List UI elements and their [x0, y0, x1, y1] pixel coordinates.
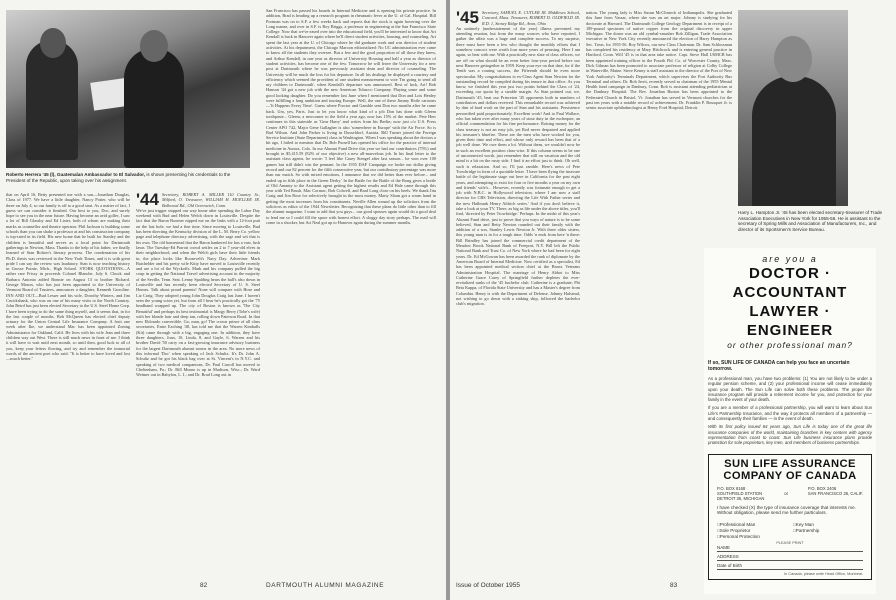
coverage-options — [711, 520, 869, 541]
address-line: P.O. BOX 2406 — [807, 485, 837, 491]
page-number: 83 — [670, 582, 678, 589]
hampton-photo — [738, 10, 848, 206]
address-line: P.O. BOX 8168 — [717, 485, 746, 491]
ad-lead: If so, SUN LIFE OF CANADA can help you face an uncertain tomorrow. — [708, 360, 850, 372]
field-label: ADDRESS — [717, 553, 739, 559]
photo-figure — [752, 76, 836, 206]
column-1 — [6, 192, 130, 578]
ad-body: With its first policy issued 84 years ago, Sun Life is today one of the great life insurance companies of the world, maintaining branches in key centers with agency representation from coast to coast. Sun Life business insurance plans provide protection for sole proprietors, key men, and members of business partnerships. — [708, 424, 872, 446]
photo-caption — [6, 172, 250, 183]
checkbox-key-man[interactable]: □ Key Man — [793, 522, 863, 527]
checkbox-professional-man[interactable]: □ Professional Man — [717, 522, 787, 527]
address-right — [808, 486, 863, 502]
column-2 — [136, 192, 260, 578]
caption-name: Roberto Herrera '45 (l), Guatemalan Ambassador to El Salvador, — [6, 172, 146, 177]
class-year-header: '45 — [456, 10, 479, 27]
secretary-info: Secretary, ROBERT A. MILLER 110 Country St., Milford, O. Treasurer, WILLIAM H. MUELLER JR. Ballwood Rd., Old Greenwich, Conn. — [161, 192, 260, 208]
photo-figure-head — [40, 28, 66, 58]
address-left — [717, 486, 764, 502]
ad-body: As a professional man, you have two problems: (1) You are not likely to be under a regular pension scheme, and (2) your professional income will cease immediately upon your death. The Sun Life can solve both these problems. The proper life insurance program will provide a retirement income for you, and protection for your family in the event of your death. — [708, 376, 872, 403]
page-number: 82 — [200, 582, 208, 589]
column-text: San Francisco has passed his boards in Internal Medicine and is opening his private practice. In addition, Brad is heading up a research program in rheumatic fever at the U. of Cal. Hospital. Bill Portman was on to S.F. a few weeks back and reports that the stock is again hovering over the Long manse, and over in S.F. is Roy Briggs, a professor in engineering at the San Francisco State College. Now that we've eased over into the educational field, you'll be interested to know that Art Kendall is back in Hanover again where he'll direct student activities, housing, and counseling. Art spent the last year at the U. of Chicago where he did graduate work and was director of student activities. At his department, the Chicago Maroon editorialized: No UC administration ever came to know all the students they oversee. But a few and the good proportion of all those they knew, and Arthur Kendall, in one year as director of University Housing and half a year as director of student activities, has become one of the few. Tomorrow he will leave the University for a new post at Dartmouth where he was previously assistant dean and director of counseling. The University will be much the loss for his departure. In all his dealings he displayed a courtesy and efficiency which seemed the provident of one student measurement to vote 'I'm going to send all my children to Dartmouth', when Kendall's departure was announced. Best of luck, Art! Bob Hanson '44 got a new job with the new American Tobacco Company. Playing some and some good looking daughter. Do you remember last June when I mentioned that Don and Lois Henley were fulfilling a long ambition and touring Europe. Well, the one of these Jimmy Hoile cartoons—'It Happens Every Time'. Guess where Proctor and Gamble sent Don two months after he came back. Um, yes, Paris. Just to let you know what kind of a job Don has done with Gleem toothpaste... Gleem, a newcomer to the field a year ago, now has 15% of the market. Pete Herr continues in this stateside as 'Gear Harry' and writes from his Berlin; now just c/o U.S. Press Center APO 742, Major Gene Gallagher is also 'somewhere in Europe' with the Air Force. So is Bud Wilson. And John Parker is living in Dusseldorf, Austria. Bill Turner joined the Foreign Service Institute (State Department) class in Washington. When I was speaking about the doctors a bit ago, I failed to mention that Dr. Bob Pursell has opened his office for the practice of internal medicine in Aurora, Colo. In our Alumni Fund Drive this year we had our contributors (75%) and brought in $5,415.59 (82% of our objective) a new all-marvelous job. In his final letter to the assistant class agents, he wrote: 'I feel like Casey Stengel after last season... he won over 100 games but still didn't win the pennant. In the 1955 DAF Campaign we broke our dollar giving record and our 82 percent for the fifth consecutive year, but our contributory percentage was more than our match. So with mixed emotions, I announce that we did better than ever before... and ended up in fifth place in the Green Derby.' In the Battle for the Battle of the Bong gives a bottle of Old Amanty to the Assistant agent getting the highest results and Ed Hale came through this year with Ted Brush, Mac Cormac, Bob Colwell, and Brad Long close on his heels. We thank Jim Craig and Jim Rose for selectively brought in the most money. Marty Sloan got a warm hand in getting the most increases from his constituents. Neville Allen wound up the solicitors from the solicitors as editor of the 1944 Newsletter. Recognizing that these plans do little other than to fill the alumni magazine, I want to add that you guys... our good spouses again would do a good deal to lend me so I could fill the space with honest effort. A sloggy day story perhaps. The mail will come in a shocker, but Art Neal got up to Hanover again during the summer months. — [266, 8, 436, 225]
column-3 — [266, 8, 436, 578]
canada-note: In Canada, please write Head Office, Montreal. — [784, 571, 863, 576]
ambassador-photo — [6, 10, 250, 168]
address-or: or — [784, 490, 788, 496]
address-field[interactable] — [717, 554, 863, 561]
checkbox-sole-proprietor[interactable]: □ Sole Proprietor — [717, 528, 787, 533]
checkbox-personal-protection[interactable]: □ Personal Protection — [717, 534, 787, 539]
company-addresses — [711, 482, 869, 502]
ad-headline-bottom: or other professional man? — [727, 340, 853, 350]
photo-caption: Harry L. Hampton Jr. '45 has been elected secretary-treasurer of Trade Association Executives in New York for 1955-56. He is assistant to the secretary of Spring Mills and Association of Manufacturers, Inc., and director of its Sportsmen's Service Bureau. — [738, 210, 883, 232]
photo-figure-head — [140, 30, 168, 62]
checkbox-partnership[interactable]: □ Partnership — [793, 528, 863, 533]
magazine-title: DARTMOUTH ALUMNI MAGAZINE — [266, 582, 385, 589]
class-year-header: '44 — [136, 192, 159, 209]
column-1 — [456, 10, 580, 580]
field-label: NAME — [717, 544, 731, 550]
photo-figure — [124, 48, 184, 168]
secretary-info: Secretary, SAMUEL E. CUTLER JR. Middlesex School, Concord, Mass. Treasurer, ROBERT D. OLDFIELD JR. R.D. 1, Stoney Ridge Rd., Avon, Ohio — [481, 10, 580, 26]
ad-body: If you are a member of a professional partnership, you will want to learn about Sun Life's Partnership Insurance, and the way it protects all members of a partnership — and consequently their families — in the event of death. — [708, 405, 872, 422]
left-page — [0, 0, 446, 600]
ad-headline-top: are you a — [762, 254, 818, 264]
ad-professions-line-1: DOCTOR · ACCOUNTANT — [732, 265, 848, 301]
column-text: An untimely (understatement of the year) illness prevented my attending reunion, but from the many sources who have reported, I gather the affair was a huge and complete success. To my surprise, there must have been a few who thought the monthly efforts that I somehow concoct were worth four more years of perusing. Here I am again, so bear with me. With a practically new slate of class officers, we are off on what should be an even better four-year period before our next Hanover gettogether in 1959. Keep your eye on that date, for if the Tenth was a roaring success, the Fifteenth should be even more spectacular. My congratulations to ex-Class Agent Stan Newton for the outstanding record he compiled during his tenure in that office. As you know, we finished this year just two points behind the Class of '24, exceeding our quota by a sizable margin. As Stan pointed out, we, Dartmouth '45, beat our Princeton '45 opponents both in numbers of contributors and dollars received. This remarkable record was achieved by dint of hard work on the part of Stan and his assistants. Persistence personified paid proportionately. Excellent work! And to Paul Wallace, who has taken over after many years of stout duty in the exchequer, an official commendation for his fine performance. Raising money for the class treasury is not an easy job, yet Rod never despaired and applied his treasurer's bluefire. These are the men who have worked for you, given their time and effort, and whose only reward has been that of a job well done. We owe them a lot. Without them, we wouldn't now be in such an excellent position class-wise. If this column seems to be one of unconnected worth, just remember that still on vacation and the old mind is a bit on the rusty side. I find it an effort just to think. Oh well, such is relaxation. And so, I'll just ramble. Here's news of Pete Trowbridge in form of a quotable letter. 'I have been flying the insecure battle of the legitimate stage out here in California for the past eight years, and attempting to exist for four or five months a year on my own and friends' wife's... However, recently was fortunate enough to get a job with N.B.C. in Hollywood television, where I am now a staff director for CBS Television, directing the Life With Father series and the new Hallmark Henry Aldrich series.' And if you don't believe it, take a look at your TV. There, as big as life under the above titles, you'll find, 'directed by Peter Trowbridge.' Perhaps. In the midst of this year's Alumni Fund drive, just to prove that you ways of nature is to be some believed, Stan and Betty Newton rounded out their family with the addition of a son, Stanley Lewis Newton Jr. With three older sisters, this young man is in for a tough time. Odds 'n ends from here 'n there: Bill Brindley has joined the commercial credit department of the Meadow Brook National Bank of Freeport, N.Y. Bill left the Public National Bank and Trust Co. of New York where he had been for eight years. Dr. Ed McGowan has been awarded the rank of diplomate by the American Board of Internal Medicine. Now certified as a specialist, Ed has been appointed medical section chief at the Bronx Veterans Administration Hospital. The marriage of Henry Abbot to Miss Catherine Grace Carey of Springfield further depletes the ever-revitalized ranks of the '45 bachelor club. Catherine is a graduate, Phi Beta Kappa, of Florida State University and has a Master's degree from Columbia. Henry is with the Department of Defense. Johnny Halstead, not wishing to go down with a sinking ship, followed the bachelor club's migration. — [456, 25, 580, 307]
coupon-instructions: I have checked (X) the type of insurance coverage that interests me. Without obligation, please send me further particulars. — [717, 505, 856, 516]
column-text: that on April 16, Betty presented me with a son—Jonathan Douglas, Class of 1977. We have a little daughter, Nancy Potter, who will be three on July 4, so our family is off to a good start. As a matter of fact, I guess we can consider it finished. Our best to you, Doc, and surely hope to see you in the near future. Having become an avid golfer, I saw a lot of Bill Glassby and Ed Lister, both of whom are making their marks as counsellor and theatre operator. Phil Jackson is building some schools than you can shake a professor at and his construction company is top-rated in its field. His new home that he built for Stanley and the children is beautiful and serves as a focal point for Dartmouth gatherings in Newton, Mass. Thanks to the help of his father, we finally learned of Stan Bolster's literary prowess. The condensation of his Ph.D. thesis was reviewed in the New York Times, and it is with great pride I can say the review was laudatory. Stan is now teaching history in Grosse Pointe, Mich., High School. STORK QUOTATIONS—A rather rare Frissy in proceeds Colonel Blanche, July 6. Chuck and Barbara Antonio added Bonnie on August 13 to brother Richard. George Mason, who has just been appointed to the University of Vermont Board of Trustees, announces a daughter, Kenneth Carroline. INN AND OUT—Bud Lesser and his wife, Dorothy Winters, and Jim Cruickshank, who was on one of his many visits to the North Country. John Beird has just been elected Secretary to the U.S. Steel Home Corp. I have been trying to do the same thing myself, and it seems that, in for the last couple of months. Bob McQueen has elected chief deputy actuary for the Union Central Life Insurance Company. A fruit one week after Ike, we understand Mac has been appointed Zoning Administrator for Oakland, Calif. He lives with his wife Jean and three children way out West. There is still much news in front of me. I think it will have to wait until next month, so until then, good luck to all of you, keep your letters flowing, and try and remember the immortal words of the ancient poet who said: "It is better to have loved and lost—much better." — [6, 192, 130, 362]
company-name: SUN LIFE ASSURANCE COMPANY OF CANADA — [723, 457, 857, 482]
ad-professions-line-2: LAWYER · ENGINEER — [746, 303, 834, 339]
address-line: SAN FRANCISCO 26, CALIF. — [807, 490, 863, 496]
address-line: DETROIT 35, MICHIGAN — [717, 495, 765, 501]
column-text: nation. The young lady is Miss Susan McClintock of Indianapolis. She graduated this June from Vassar, where she was an art major. Johnny is studying for his doctorate at Harvard. The Dartmouth College Geology Department is in receipt of a 189-pound specimen of native copper from the original discovery in upper Michigan. The donor was an old cymbal-smasher Bob Zilligan, Trade Association executive in New York City recently announced the election of Harry Hampton as Sec. Treas. for 1955-56. Roy Wilcox, our new Class Chairman. Dr. Sam Schlossman has completed his residency at Mary Hitchcock and is entering general practice in Hartford, Conn. Will '45 is in that area take notice. Capt. Steve Hall USMCR has been appointed training officer in the Fourth Fld. Co. of Worcester County, Mass. Dick Gilman has been promoted to associate professor of religion at Colby College in Waterville, Maine. Steve Kenny is staff assistant to the director of the Port of New York Authority's Terminals Department, which supervises the Port Authority Bus Terminal and others. Dr. Bob Jerrit, recently served as chairman of the 1955 Mental Health fund campaign in Danbury, Conn. Bob is assistant attending pediatrician at the Danbury Hospital. The Rev. Jonathan Burton has been appointed to the Federated Church in Bristol, Vt. Jonathan has served in Vermont churches for the past ten years with a notable record of achievement. Dr. Franklin P. Bousquet Jr. is senior associate ophthalmologist at Henry Ford Hospital, Detroit. — [586, 10, 732, 111]
photo-figure-head — [774, 36, 812, 82]
sun-life-advertisement — [704, 248, 876, 594]
issue-date: Issue of October 1955 — [456, 582, 520, 589]
field-label: Date of Birth — [717, 562, 743, 568]
column-text: We've just trigger stopped our way home after spending the Labor Day weekend with Bud and Helen Welch down in Louisville. Despite the fact that the Baron Boomer nipped me on the links with a 12-foot putt on the last hole, we had a fine time. Since moving to Louisville, Bud has been directing the Kentucky division of the L. M. Berry Co. yellow page and telephone directory advertising, with the sage and wit that is his own. The old homestead that the Baron hankered for has a vast, lush lawn. The Tuesday-Ed Parrott crowd settles on 2 to 7 year-old elves in their neighborhood, and when the Welch girls have their little friends in, the place looks like Roosevelt's Navy Day. Advertiser Mark Batchelder and his pretty wife Kitty have moved to Louisville recently and are a lot of the Wyckoffs. Mark and his company pulled the big coup in getting the National Travel advertising account in the majority of the Seville, Tenn. Seat. Lenny Spalding hears the ball's also down in Louisville and has recently been elected Secretary of U. S. Steel Homes. Talk about proud parents! None will compare with Hose and Liz Craig. They adopted young John Douglas Craig last June. I haven't seen the young scion yet, but from all I hear he's practically got the '75 headband wrapped up. The city of Boston is known as 'The City Beautiful' and perhaps its best testimonial is Margy Berry (Tobe's wife) with her blonde hair and deep tan, rolling down Paterson Road. In that new Eldorado convertible. Go, man, go! The crown prince of all class secretaries, Ernie Eaching '48, has told me that the Warren Kimballs (Kit) came through with a big, engaging one. In addition, they have three daughters, Joan, 10, Linda, 8, and Gayle, 6. Warren and his brother David '50 carry on a fast-growing insurance advisory business for the largest Dartmouth alumni rooms in the area. No more news of this informal 'Doc' when speaking of Jack Schultz. It's Dr. John A. Schultz and he got his black bag over at St. Vincent's in N.Y.C. and speaking of two medical companions, Dr. Paul Carroll has moved to Cheltenham, Pa.; Dr. Bill Munro is up in Madison, Wisc.; Dr. Ward Weimer out in Babylon, L. I.; and Dr. Brad Long out in — [136, 207, 260, 378]
photo-figure — [26, 40, 78, 160]
column-2 — [586, 10, 732, 242]
response-coupon — [708, 454, 872, 580]
caption-text: is shown presenting his credentials to the President of the Republic, upon taking over his assignment. — [6, 172, 231, 183]
please-print-note: PLEASE PRINT — [776, 540, 804, 545]
address-line: SOUTHFIELD STATION — [717, 490, 763, 496]
date-of-birth-field[interactable] — [717, 563, 863, 570]
name-field[interactable] — [717, 545, 863, 552]
